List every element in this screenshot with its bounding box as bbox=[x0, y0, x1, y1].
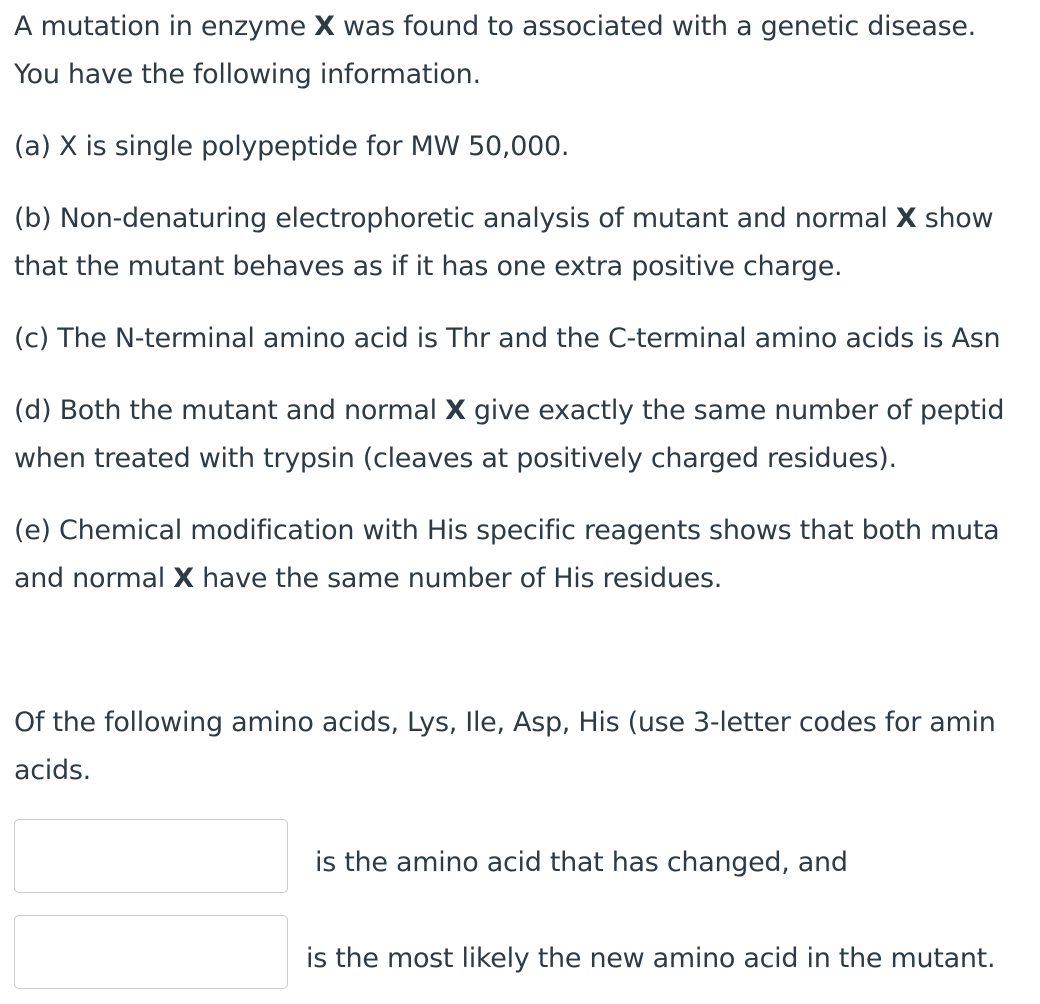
item-c: (c) The N-terminal amino acid is Thr and the C-terminal amino acids is Asn bbox=[14, 323, 1001, 354]
answer-2-label: is the most likely the new amino acid in the mutant. bbox=[306, 943, 996, 974]
item-b-line-2: that the mutant behaves as if it has one extra positive charge. bbox=[14, 251, 843, 282]
item-b-text-a: (b) Non-denaturing electrophoretic analysis of mutant and normal bbox=[14, 203, 896, 234]
enzyme-x-label: X bbox=[314, 11, 335, 42]
intro-line-2: You have the following information. bbox=[14, 59, 481, 90]
item-d-text-b: give exactly the same number of peptid bbox=[465, 395, 1005, 426]
intro-text-b: was found to associated with a genetic disease. bbox=[334, 11, 976, 42]
intro-line-1 bbox=[14, 10, 976, 44]
enzyme-x-label: X bbox=[445, 395, 466, 426]
changed-amino-acid-input[interactable] bbox=[14, 819, 288, 893]
item-e-line-1: (e) Chemical modification with His specific reagents shows that both muta bbox=[14, 515, 1000, 546]
item-d-line-1 bbox=[14, 394, 1004, 428]
question-line-2: acids. bbox=[14, 755, 91, 786]
item-e-text-a: and normal bbox=[14, 563, 174, 594]
item-e-line-2 bbox=[14, 562, 722, 596]
answer-1-label: is the amino acid that has changed, and bbox=[315, 847, 848, 878]
intro-text-a: A mutation in enzyme bbox=[14, 11, 315, 42]
new-amino-acid-input[interactable] bbox=[14, 915, 288, 989]
item-d-line-2: when treated with trypsin (cleaves at positively charged residues). bbox=[14, 443, 897, 474]
enzyme-x-label: X bbox=[895, 203, 917, 234]
item-e-text-b: have the same number of His residues. bbox=[193, 563, 723, 594]
item-b-line-1 bbox=[14, 202, 993, 236]
item-d-text-a: (d) Both the mutant and normal bbox=[14, 395, 446, 426]
question-line-1: Of the following amino acids, Lys, Ile, Asp, His (use 3-letter codes for amin bbox=[14, 707, 996, 738]
item-a: (a) X is single polypeptide for MW 50,000. bbox=[14, 131, 570, 162]
item-b-text-b: show bbox=[916, 203, 994, 234]
enzyme-x-label: X bbox=[173, 563, 194, 594]
